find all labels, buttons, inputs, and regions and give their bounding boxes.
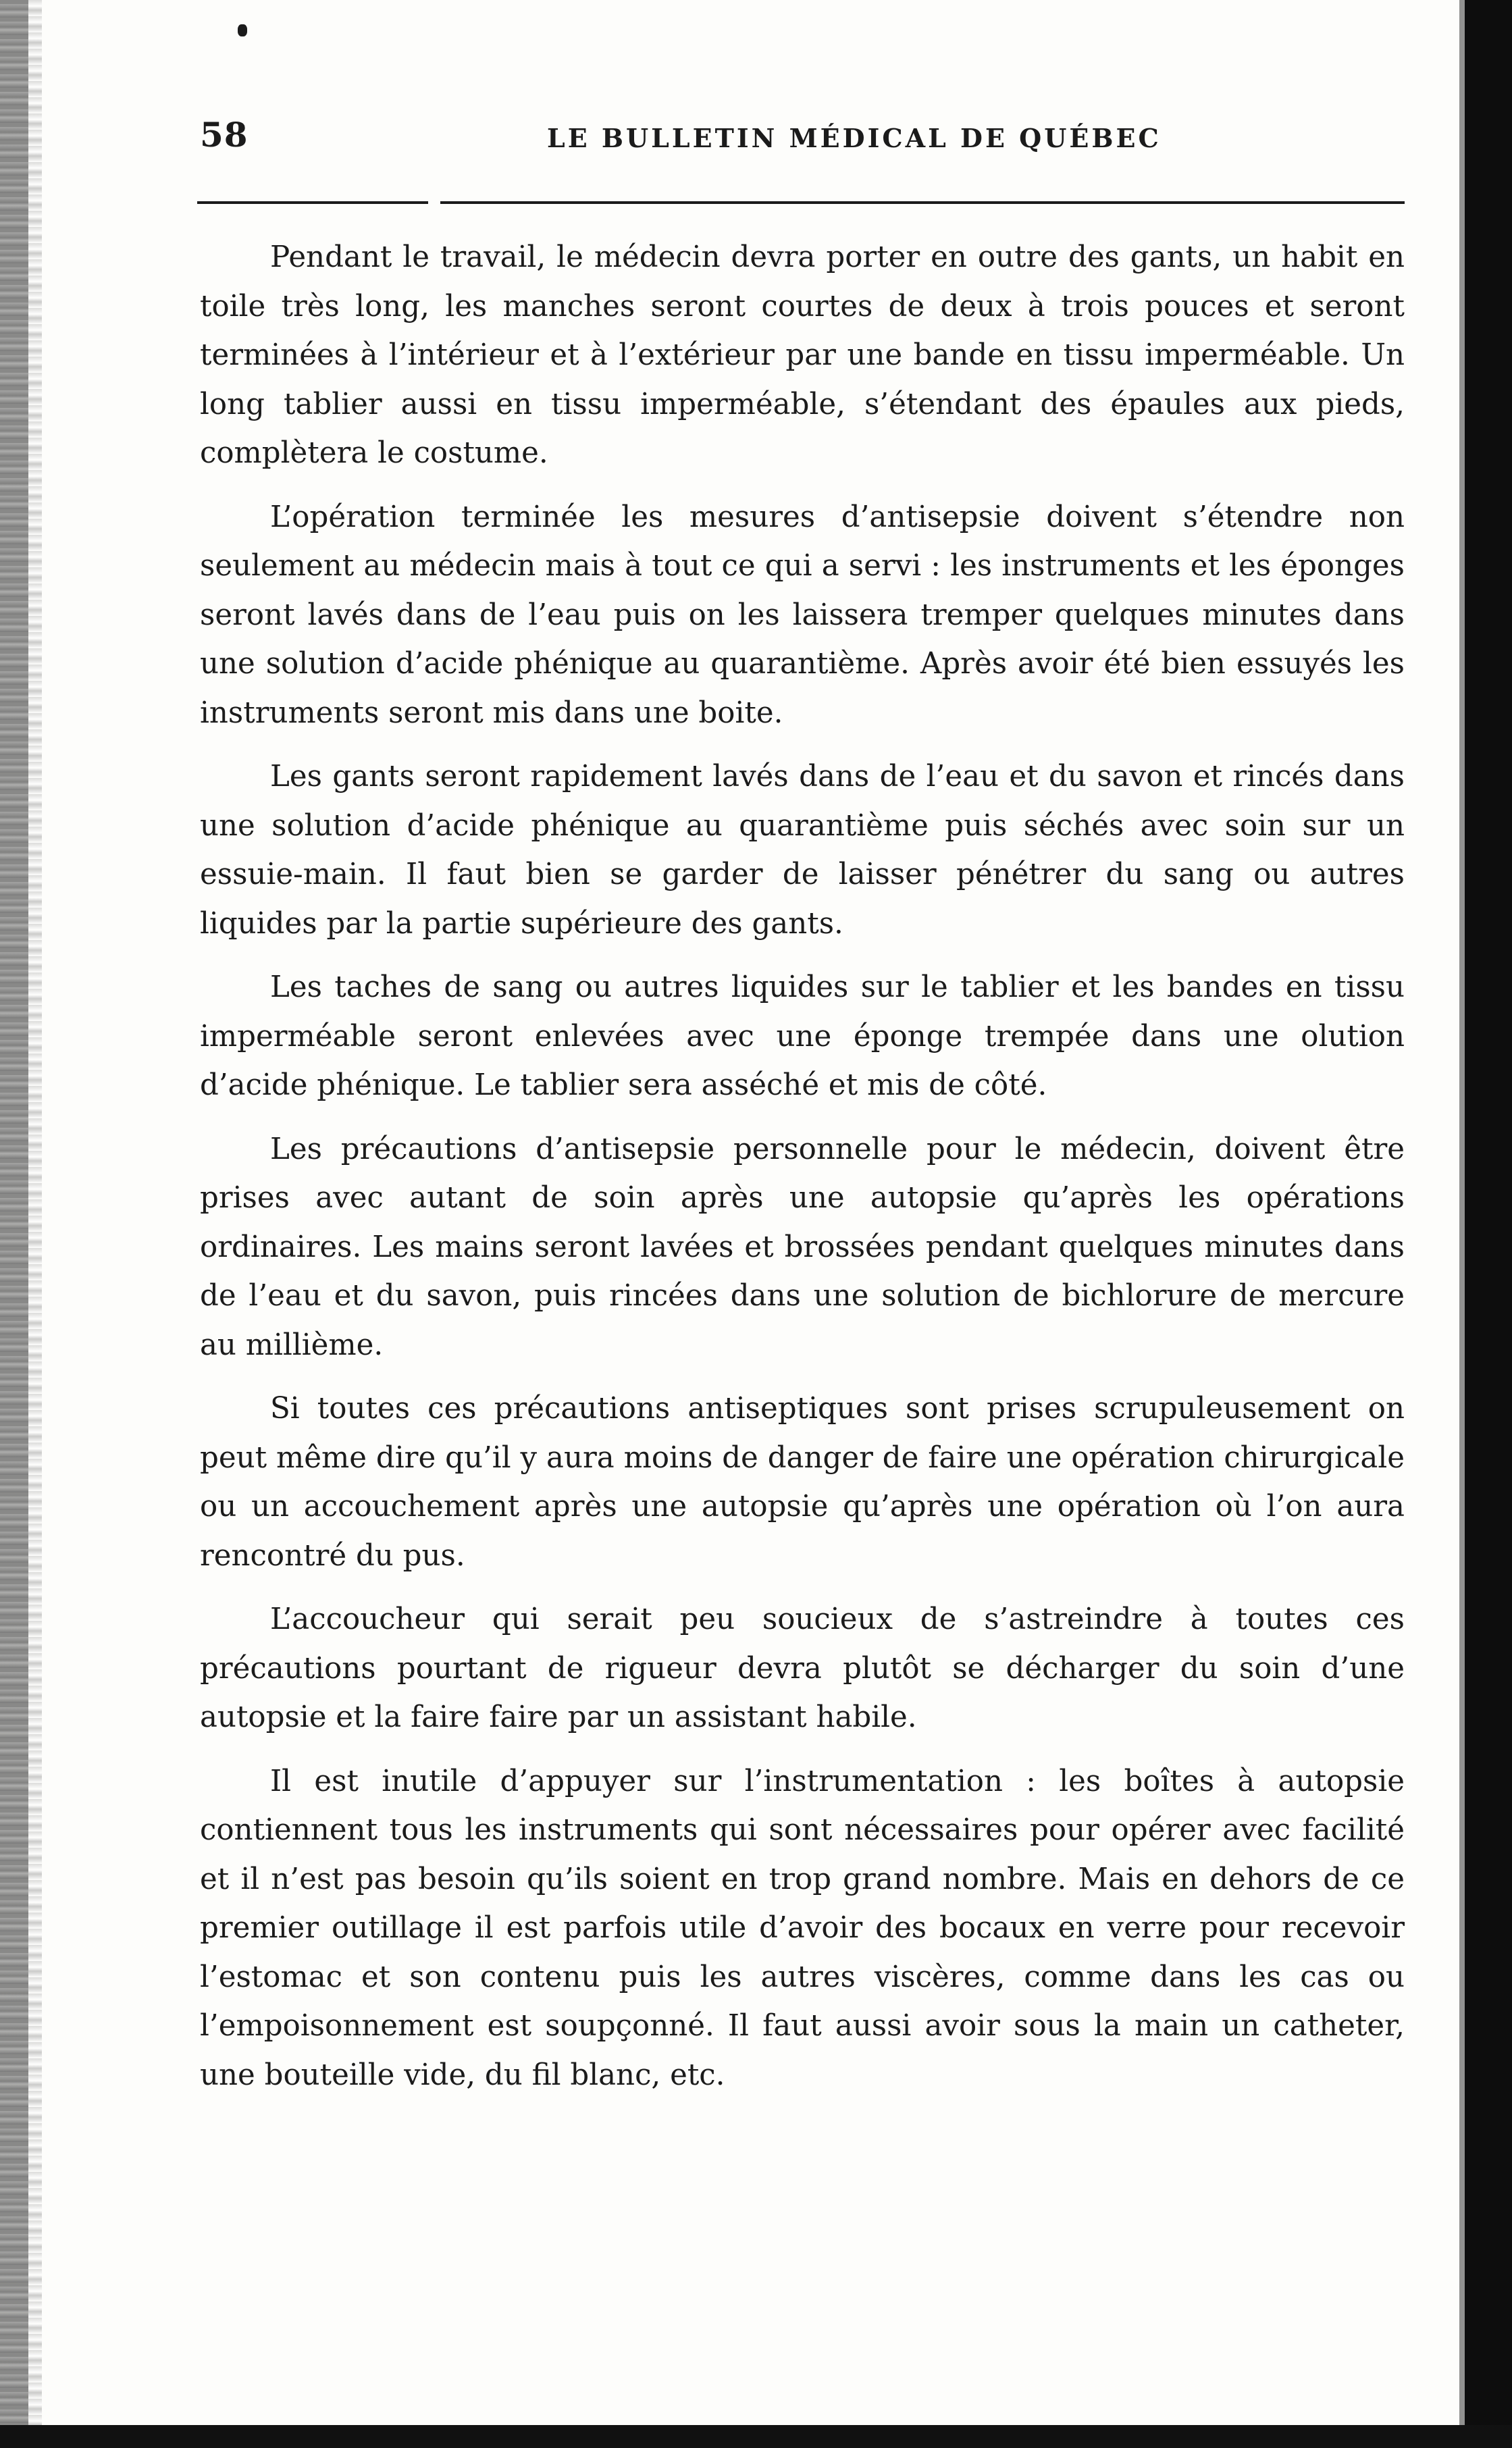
paragraph-8: Il est inutile d’appuyer sur l’instrumentation : les boîtes à autopsie contiennent tous les instruments qui sont nécessaires pour opérer avec facilité et il n’est pas besoin qu’ils soient en trop grand nombre. Mais en dehors de ce premier outillage il est parfois utile d’avoir des bocaux en verre pour recevoir l’estomac et son contenu puis les autres viscères, comme dans les cas ou l’empoisonnement est soupçonné. Il faut aussi avoir sous la main un catheter, une bouteille vide, du fil blanc, etc. — [200, 1764, 1405, 2092]
running-header — [196, 115, 1405, 162]
running-title: LE BULLETIN MÉDICAL DE QUÉBEC — [547, 123, 1162, 153]
right-edge-shadow — [1465, 0, 1512, 2448]
header-rule-left — [197, 201, 428, 204]
header-rule-right — [440, 201, 1405, 204]
paragraph-2: L’opération terminée les mesures d’antisepsie doivent s’étendre non seulement au médecin mais à tout ce qui a servi : les instruments et les éponges seront lavés dans de l’eau puis on les laissera tremper quelques minutes dans une solution d’acide phénique au quarantième. Après avoir été bien essuyés les instruments seront mis dans une boite. — [200, 500, 1405, 730]
paragraph-1: Pendant le travail, le médecin devra porter en outre des gants, un habit en toile très long, les manches seront courtes de deux à trois pouces et seront terminées à l’intérieur et à l’extérieur par une bande en tissu imperméable. Un long tablier aussi en tissu imperméable, s’étendant des épaules aux pieds, complètera le costume. — [200, 240, 1405, 470]
body-text — [200, 233, 1405, 2114]
paragraph-6: Si toutes ces précautions antiseptiques sont prises scrupuleusement on peut même dire qu’il y aura moins de danger de faire une opération chirurgicale ou un accouchement après une autopsie qu’après une opération où l’on aura rencontré du pus. — [200, 1392, 1405, 1573]
right-edge-gradient — [1459, 0, 1465, 2448]
page-number: 58 — [200, 115, 249, 155]
bottom-edge-shadow — [0, 2425, 1512, 2448]
ink-speck — [238, 24, 247, 36]
paragraph-5: Les précautions d’antisepsie personnelle pour le médecin, doivent être prises avec autant de soin après une autopsie qu’après les opérations ordinaires. Les mains seront lavées et brossées pendant quelques minutes dans de l’eau et du savon, puis rincées dans une solution de bichlorure de mercure au millième. — [200, 1132, 1405, 1362]
binding-edge-texture — [28, 0, 42, 2448]
paragraph-4: Les taches de sang ou autres liquides sur le tablier et les bandes en tissu imperméable seront enlevées avec une éponge trempée dans une olution d’acide phénique. Le tablier sera asséché et mis de côté. — [200, 970, 1405, 1102]
binding-edge-shadow — [0, 0, 28, 2448]
paragraph-3: Les gants seront rapidement lavés dans de l’eau et du savon et rincés dans une solution d’acide phénique au quarantième puis séchés avec soin sur un essuie-main. Il faut bien se garder de laisser pénétrer du sang ou autres liquides par la partie supérieure des gants. — [200, 760, 1405, 941]
paragraph-7: L’accoucheur qui serait peu soucieux de s’astreindre à toutes ces précautions pourtant de rigueur devra plutôt se décharger du soin d’une autopsie et la faire faire par un assistant habile. — [200, 1603, 1405, 1734]
